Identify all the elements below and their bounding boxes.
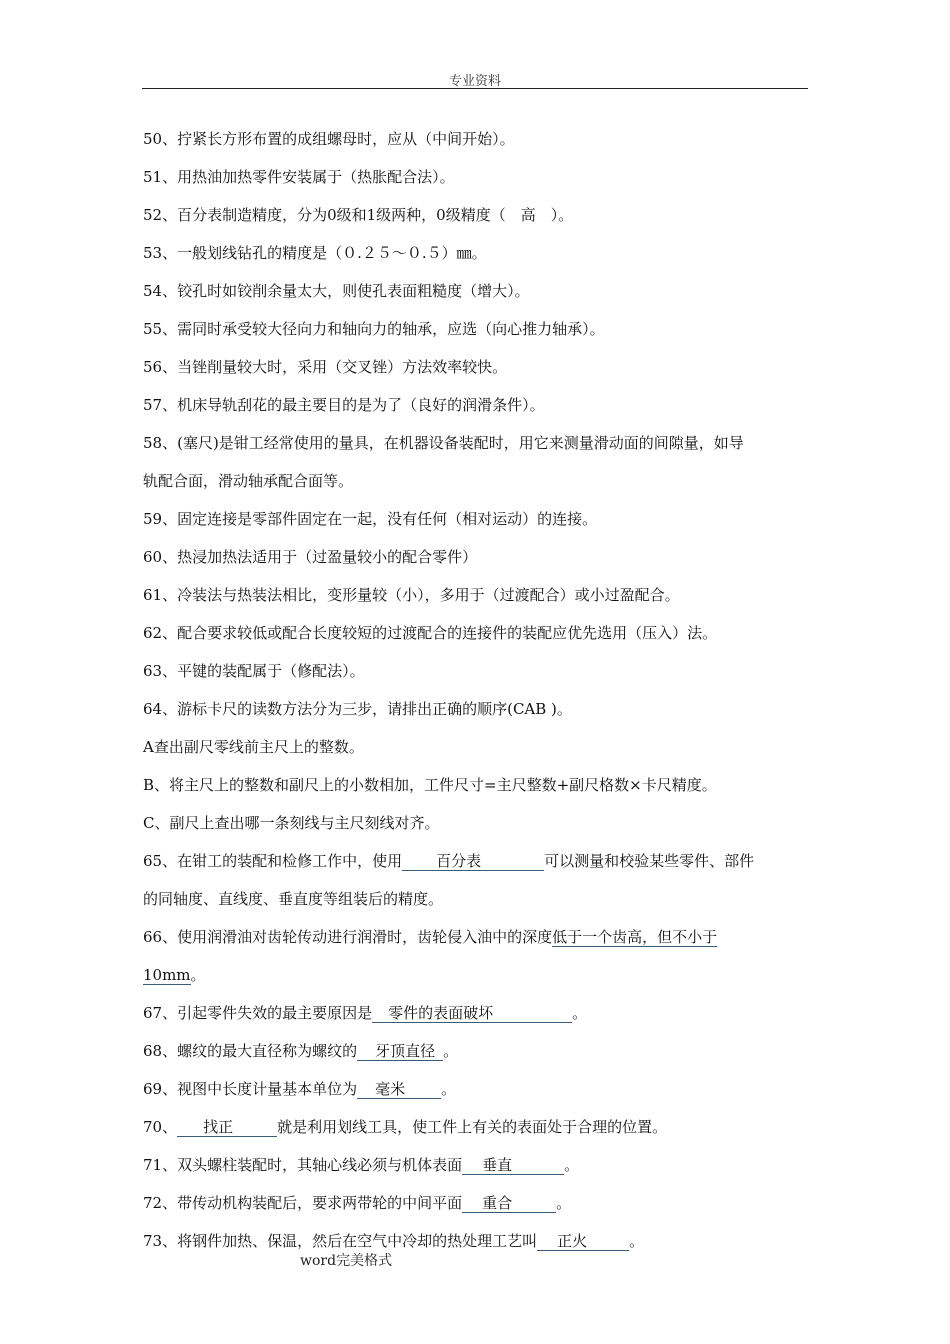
item-57: 57、机床导轨刮花的最主要目的是为了（良好的润滑条件）。 (143, 396, 545, 414)
item-65-prefix: 65、在钳工的装配和检修工作中，使用 (143, 852, 403, 870)
item-65-line1 (143, 842, 808, 880)
item-68 (143, 1032, 808, 1070)
item-54: 54、铰孔时如铰削余量太大，则使孔表面粗糙度（增大）。 (143, 282, 530, 300)
item-68-prefix: 68、螺纹的最大直径称为螺纹的 (143, 1042, 358, 1060)
item-60: 60、热浸加热法适用于（过盈量较小的配合零件） (143, 548, 478, 566)
page-header: 专业资料 (448, 74, 501, 89)
item-67-suffix: 。 (572, 1004, 588, 1022)
item-66-line1 (143, 918, 808, 956)
item-66-prefix: 66、使用润滑油对齿轮传动进行润滑时，齿轮侵入油中的深度 (143, 928, 553, 946)
item-63: 63、平键的装配属于（修配法）。 (143, 662, 365, 680)
item-67-answer: 零件的表面破坏 (372, 1004, 572, 1023)
item-72 (143, 1184, 808, 1222)
item-70 (143, 1108, 808, 1146)
item-72-prefix: 72、带传动机构装配后，要求两带轮的中间平面 (143, 1194, 463, 1212)
item-68-suffix: 。 (443, 1042, 459, 1060)
item-67 (143, 994, 808, 1032)
item-53: 53、一般划线钻孔的精度是（０.２５～０.５）㎜。 (143, 244, 487, 262)
item-66-line2 (143, 956, 808, 994)
question-list (143, 120, 808, 1260)
item-69-suffix: 。 (441, 1080, 457, 1098)
item-70-prefix: 70、 (143, 1118, 178, 1136)
item-65-answer: 百分表 (402, 852, 544, 871)
item-71-answer: 垂直 (462, 1156, 564, 1175)
item-66-answer: 低于一个齿高，但不小于 (552, 928, 718, 946)
item-72-answer: 重合 (462, 1194, 556, 1213)
item-52: 52、百分表制造精度，分为0级和1级两种，0级精度（ 高 ）。 (143, 206, 574, 224)
item-51: 51、用热油加热零件安装属于（热胀配合法）。 (143, 168, 455, 186)
item-71 (143, 1146, 808, 1184)
page-footer: word完美格式 (300, 1253, 393, 1269)
item-68-answer: 牙顶直径 (357, 1042, 443, 1061)
item-64: 64、游标卡尺的读数方法分为三步，请排出正确的顺序(CAB )。 (143, 700, 572, 718)
item-62: 62、配合要求较低或配合长度较短的过渡配合的连接件的装配应优先选用（压入）法。 (143, 624, 718, 642)
item-66-answer-cont: 10mm (143, 966, 191, 984)
item-70-answer: 找正 (177, 1118, 277, 1137)
item-73-suffix: 。 (629, 1232, 645, 1250)
item-69 (143, 1070, 808, 1108)
item-61: 61、冷装法与热装法相比，变形量较（小），多用于（过渡配合）或小过盈配合。 (143, 586, 680, 604)
item-73 (143, 1222, 808, 1260)
item-72-suffix: 。 (556, 1194, 572, 1212)
item-56: 56、当锉削量较大时，采用（交叉锉）方法效率较快。 (143, 358, 508, 376)
item-71-prefix: 71、双头螺柱装配时，其轴心线必须与机体表面 (143, 1156, 463, 1174)
item-64-step-a: A查出副尺零线前主尺上的整数。 (143, 738, 364, 756)
item-50: 50、拧紧长方形布置的成组螺母时，应从（中间开始）。 (143, 130, 515, 148)
item-73-answer: 正火 (537, 1232, 629, 1251)
item-59: 59、固定连接是零部件固定在一起，没有任何（相对运动）的连接。 (143, 510, 598, 528)
item-69-answer: 毫米 (357, 1080, 441, 1099)
item-73-prefix: 73、将钢件加热、保温，然后在空气中冷却的热处理工艺叫 (143, 1232, 538, 1250)
header-divider (142, 88, 808, 89)
item-69-prefix: 69、视图中长度计量基本单位为 (143, 1080, 358, 1098)
item-64-step-c: C、副尺上查出哪一条刻线与主尺刻线对齐。 (143, 814, 440, 832)
item-64-step-b: B、将主尺上的整数和副尺上的小数相加，工件尺寸=主尺整数+副尺格数×卡尺精度。 (143, 776, 717, 794)
item-67-prefix: 67、引起零件失效的最主要原因是 (143, 1004, 373, 1022)
item-65-suffix: 可以测量和校验某些零件、部件 (544, 852, 755, 870)
item-58-line2: 轨配合面，滑动轴承配合面等。 (143, 472, 354, 490)
item-58-line1: 58、(塞尺)是钳工经常使用的量具，在机器设备装配时，用它来测量滑动面的间隙量，如导 (143, 434, 744, 452)
item-65-line2: 的同轴度、直线度、垂直度等组装后的精度。 (143, 890, 444, 908)
item-66-suffix: 。 (190, 966, 206, 984)
item-55: 55、需同时承受较大径向力和轴向力的轴承，应选（向心推力轴承）。 (143, 320, 605, 338)
item-70-suffix: 就是利用划线工具，使工件上有关的表面处于合理的位置。 (277, 1118, 668, 1136)
item-71-suffix: 。 (564, 1156, 580, 1174)
